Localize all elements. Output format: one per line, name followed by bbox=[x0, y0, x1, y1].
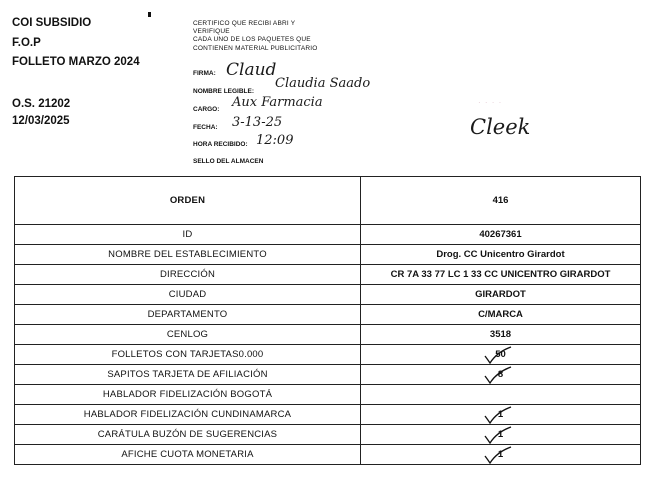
table-row bbox=[15, 365, 641, 385]
cargo-value: Aux Farmacia bbox=[232, 95, 323, 110]
row-label: HABLADOR FIDELIZACIÓN BOGOTÁ bbox=[15, 385, 361, 405]
checkmark-icon bbox=[483, 346, 513, 364]
row-label: NOMBRE DEL ESTABLECIMIENTO bbox=[15, 245, 361, 265]
row-value: 1 bbox=[497, 409, 504, 420]
hora-value: 12:09 bbox=[256, 133, 294, 148]
row-label: AFICHE CUOTA MONETARIA bbox=[15, 445, 361, 465]
row-value: GIRARDOT bbox=[475, 289, 526, 300]
row-label: CARÁTULA BUZÓN DE SUGERENCIAS bbox=[15, 425, 361, 445]
speck bbox=[148, 12, 151, 17]
checkmark-icon bbox=[483, 406, 513, 424]
row-value: Drog. CC Unicentro Girardot bbox=[436, 249, 565, 260]
row-value-cell bbox=[361, 445, 641, 465]
header-company: COI SUBSIDIO bbox=[12, 17, 92, 29]
row-value: 50 bbox=[495, 349, 506, 360]
row-label: ID bbox=[15, 225, 361, 245]
row-value-cell bbox=[361, 405, 641, 425]
header-date: 12/03/2025 bbox=[12, 115, 70, 127]
table-row bbox=[15, 225, 641, 245]
table-row bbox=[15, 425, 641, 445]
table-row bbox=[15, 177, 641, 225]
cert-line: CERTIFICO QUE RECIBI ABRI Y bbox=[193, 20, 296, 27]
row-value-cell bbox=[361, 285, 641, 305]
row-label: CIUDAD bbox=[15, 285, 361, 305]
checkmark-icon bbox=[483, 366, 513, 384]
row-value-cell bbox=[361, 245, 641, 265]
row-label: SAPITOS TARJETA DE AFILIACIÓN bbox=[15, 365, 361, 385]
table-row bbox=[15, 325, 641, 345]
row-value-cell bbox=[361, 345, 641, 365]
row-value-cell bbox=[361, 305, 641, 325]
row-value: 3518 bbox=[489, 329, 512, 340]
delivery-table bbox=[14, 176, 641, 465]
header-folleto: FOLLETO MARZO 2024 bbox=[12, 56, 140, 68]
row-label: DIRECCIÓN bbox=[15, 265, 361, 285]
row-value: C/MARCA bbox=[478, 309, 523, 320]
cert-line: CADA UNO DE LOS PAQUETES QUE bbox=[193, 36, 311, 44]
table-row bbox=[15, 245, 641, 265]
certificate-text bbox=[193, 20, 318, 53]
firma-label: FIRMA: bbox=[193, 70, 216, 77]
table-row bbox=[15, 265, 641, 285]
faint-stamp-mark: · · · · bbox=[478, 98, 503, 107]
row-label: CENLOG bbox=[15, 325, 361, 345]
table-row bbox=[15, 445, 641, 465]
table-row bbox=[15, 345, 641, 365]
sello-label: SELLO DEL ALMACEN bbox=[193, 158, 264, 165]
checkmark-icon bbox=[483, 426, 513, 444]
row-label: ORDEN bbox=[15, 177, 361, 225]
row-value-cell bbox=[361, 225, 641, 245]
receiver-signature: Cleek bbox=[470, 115, 531, 139]
fecha-value: 3-13-25 bbox=[232, 115, 283, 130]
checkmark-icon bbox=[483, 446, 513, 464]
row-value-cell bbox=[361, 425, 641, 445]
fecha-label: FECHA: bbox=[193, 124, 218, 131]
header-fop: F.O.P bbox=[12, 37, 41, 49]
cert-line: CONTIENEN MATERIAL PUBLICITARIO bbox=[193, 44, 318, 52]
table-row bbox=[15, 285, 641, 305]
row-label: HABLADOR FIDELIZACIÓN CUNDINAMARCA bbox=[15, 405, 361, 425]
row-value: CR 7A 33 77 LC 1 33 CC UNICENTRO GIRARDOT bbox=[390, 269, 611, 280]
nombre-label: NOMBRE LEGIBLE: bbox=[193, 88, 255, 95]
nombre-value: Claudia Saado bbox=[275, 76, 371, 91]
row-value: 1 bbox=[497, 429, 504, 440]
header-os: O.S. 21202 bbox=[12, 98, 71, 110]
table-row bbox=[15, 305, 641, 325]
cert-line: VERIFIQUE bbox=[193, 28, 230, 36]
row-value: 40267361 bbox=[479, 229, 522, 240]
hora-label: HORA RECIBIDO: bbox=[193, 141, 248, 148]
row-value-cell bbox=[361, 177, 641, 225]
row-value-cell bbox=[361, 365, 641, 385]
row-value: 1 bbox=[497, 449, 504, 460]
row-label: DEPARTAMENTO bbox=[15, 305, 361, 325]
row-value-cell bbox=[361, 325, 641, 345]
firma-signature: Claud bbox=[226, 60, 277, 80]
row-value: 416 bbox=[492, 195, 509, 206]
row-value: 8 bbox=[497, 369, 504, 380]
row-label: FOLLETOS CON TARJETAS0.000 bbox=[15, 345, 361, 365]
cargo-label: CARGO: bbox=[193, 106, 220, 113]
row-value-cell bbox=[361, 265, 641, 285]
table-row bbox=[15, 405, 641, 425]
row-value-cell bbox=[361, 385, 641, 405]
table-row bbox=[15, 385, 641, 405]
